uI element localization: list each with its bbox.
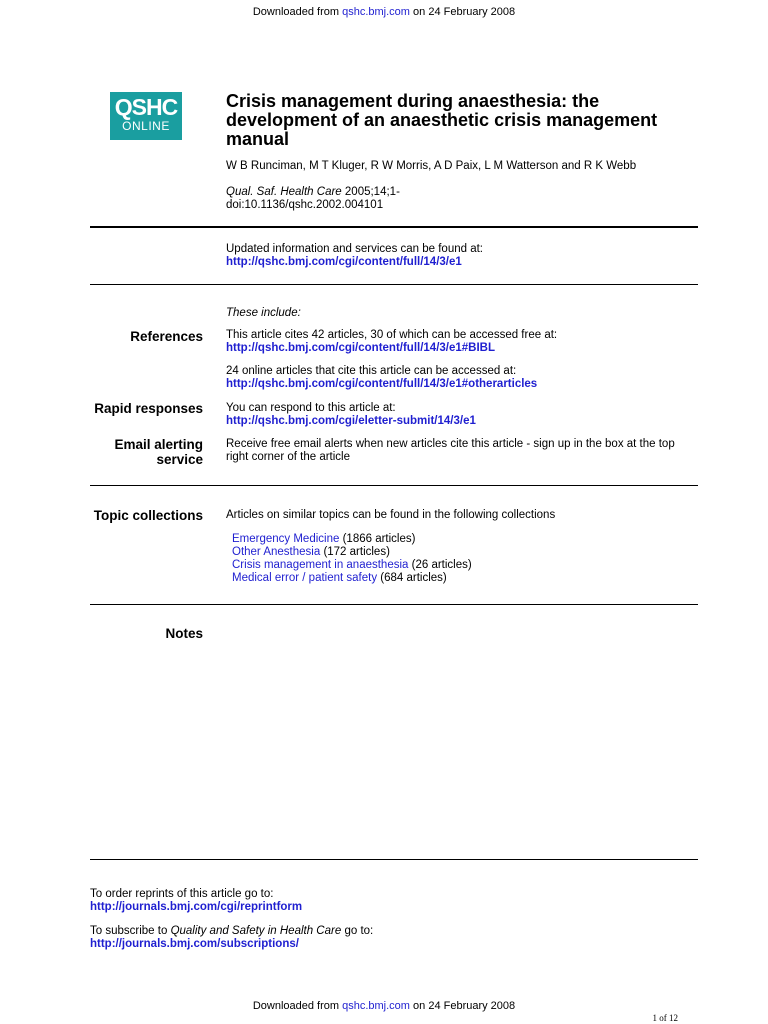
download-footer bbox=[0, 1000, 768, 1013]
subscribe-line bbox=[90, 925, 373, 938]
topic-count: (172 articles) bbox=[323, 546, 390, 558]
divider-3 bbox=[90, 485, 698, 486]
topic-count: (26 articles) bbox=[411, 559, 472, 571]
downloaded-link[interactable]: qshc.bmj.com bbox=[342, 6, 410, 18]
logo-line2: ONLINE bbox=[122, 119, 170, 133]
topic-list bbox=[232, 533, 707, 585]
divider-4 bbox=[90, 604, 698, 605]
qshc-logo bbox=[110, 92, 182, 140]
subscribe-journal: Quality and Safety in Health Care bbox=[170, 925, 342, 937]
references-content bbox=[226, 329, 701, 391]
subscribe-suffix: go to: bbox=[344, 925, 374, 937]
these-include bbox=[226, 307, 701, 320]
reprints-url[interactable]: http://journals.bmj.com/cgi/reprintform bbox=[90, 901, 303, 913]
updated-info bbox=[226, 243, 701, 269]
email-alerting-label bbox=[114, 437, 203, 467]
topic-link[interactable]: Medical error / patient safety bbox=[232, 572, 378, 584]
topic-count: (684 articles) bbox=[380, 572, 447, 584]
topic-item bbox=[232, 559, 707, 572]
downloaded-suffix: on 24 February 2008 bbox=[413, 6, 516, 18]
email-label-line1: Email alerting bbox=[114, 437, 203, 452]
topic-item bbox=[232, 546, 707, 559]
divider-2 bbox=[90, 284, 698, 285]
page-number: 1 of 12 bbox=[652, 1013, 678, 1023]
article-title: Crisis management during anaesthesia: the development of an anaesthetic crisis management manual bbox=[226, 91, 658, 149]
updated-text: Updated information and services can be found at: bbox=[226, 243, 483, 255]
downloaded-prefix: Downloaded from bbox=[252, 1000, 340, 1012]
topic-item bbox=[232, 572, 707, 585]
rapid-responses-label: Rapid responses bbox=[94, 401, 203, 416]
topic-count: (1866 articles) bbox=[342, 533, 416, 545]
rapid-text: You can respond to this article at: bbox=[226, 402, 396, 414]
logo-line1: QSHC bbox=[114, 94, 178, 120]
updated-url[interactable]: http://qshc.bmj.com/cgi/content/full/14/3/e1 bbox=[226, 256, 462, 268]
notes-label: Notes bbox=[165, 626, 203, 641]
email-label-line2: service bbox=[156, 452, 203, 467]
journal-name: Qual. Saf. Health Care bbox=[226, 186, 342, 198]
divider-1 bbox=[90, 226, 698, 228]
downloaded-prefix: Downloaded from bbox=[252, 6, 340, 18]
downloaded-link[interactable]: qshc.bmj.com bbox=[342, 1000, 410, 1012]
topic-collections-label: Topic collections bbox=[93, 508, 203, 523]
article-authors: W B Runciman, M T Kluger, R W Morris, A D Paix, L M Watterson and R K Webb bbox=[226, 160, 637, 172]
references-text2: 24 online articles that cite this article can be accessed at: bbox=[226, 365, 517, 377]
divider-5 bbox=[90, 859, 698, 860]
topic-link[interactable]: Emergency Medicine bbox=[232, 533, 340, 545]
subscribe-prefix: To subscribe to bbox=[90, 925, 168, 937]
doi-text: doi:10.1136/qshc.2002.004101 bbox=[226, 199, 384, 211]
references-url2[interactable]: http://qshc.bmj.com/cgi/content/full/14/3/e1#otherarticles bbox=[226, 378, 538, 390]
article-citation bbox=[226, 186, 400, 212]
references-label: References bbox=[130, 329, 203, 344]
topic-link[interactable]: Other Anesthesia bbox=[232, 546, 321, 558]
reprints-text: To order reprints of this article go to: bbox=[90, 888, 274, 900]
topic-item bbox=[232, 533, 707, 546]
topic-link[interactable]: Crisis management in anaesthesia bbox=[232, 559, 409, 571]
rapid-url[interactable]: http://qshc.bmj.com/cgi/eletter-submit/14/3/e1 bbox=[226, 415, 476, 427]
references-url1[interactable]: http://qshc.bmj.com/cgi/content/full/14/3/e1#BIBL bbox=[226, 342, 496, 354]
subscribe-block bbox=[90, 925, 373, 951]
subscribe-url[interactable]: http://journals.bmj.com/subscriptions/ bbox=[90, 938, 299, 950]
downloaded-suffix: on 24 February 2008 bbox=[413, 1000, 516, 1012]
these-include-label: These include: bbox=[226, 307, 301, 319]
download-header bbox=[0, 6, 768, 19]
references-text1: This article cites 42 articles, 30 of which can be accessed free at: bbox=[226, 329, 558, 341]
rapid-content bbox=[226, 402, 701, 428]
email-text: Receive free email alerts when new articles cite this article - sign up in the box at the top right corner of the article bbox=[226, 438, 675, 463]
topic-intro: Articles on similar topics can be found in the following collections bbox=[226, 509, 556, 521]
reprints-block bbox=[90, 888, 302, 914]
citation-text: 2005;14;1- bbox=[344, 186, 400, 198]
